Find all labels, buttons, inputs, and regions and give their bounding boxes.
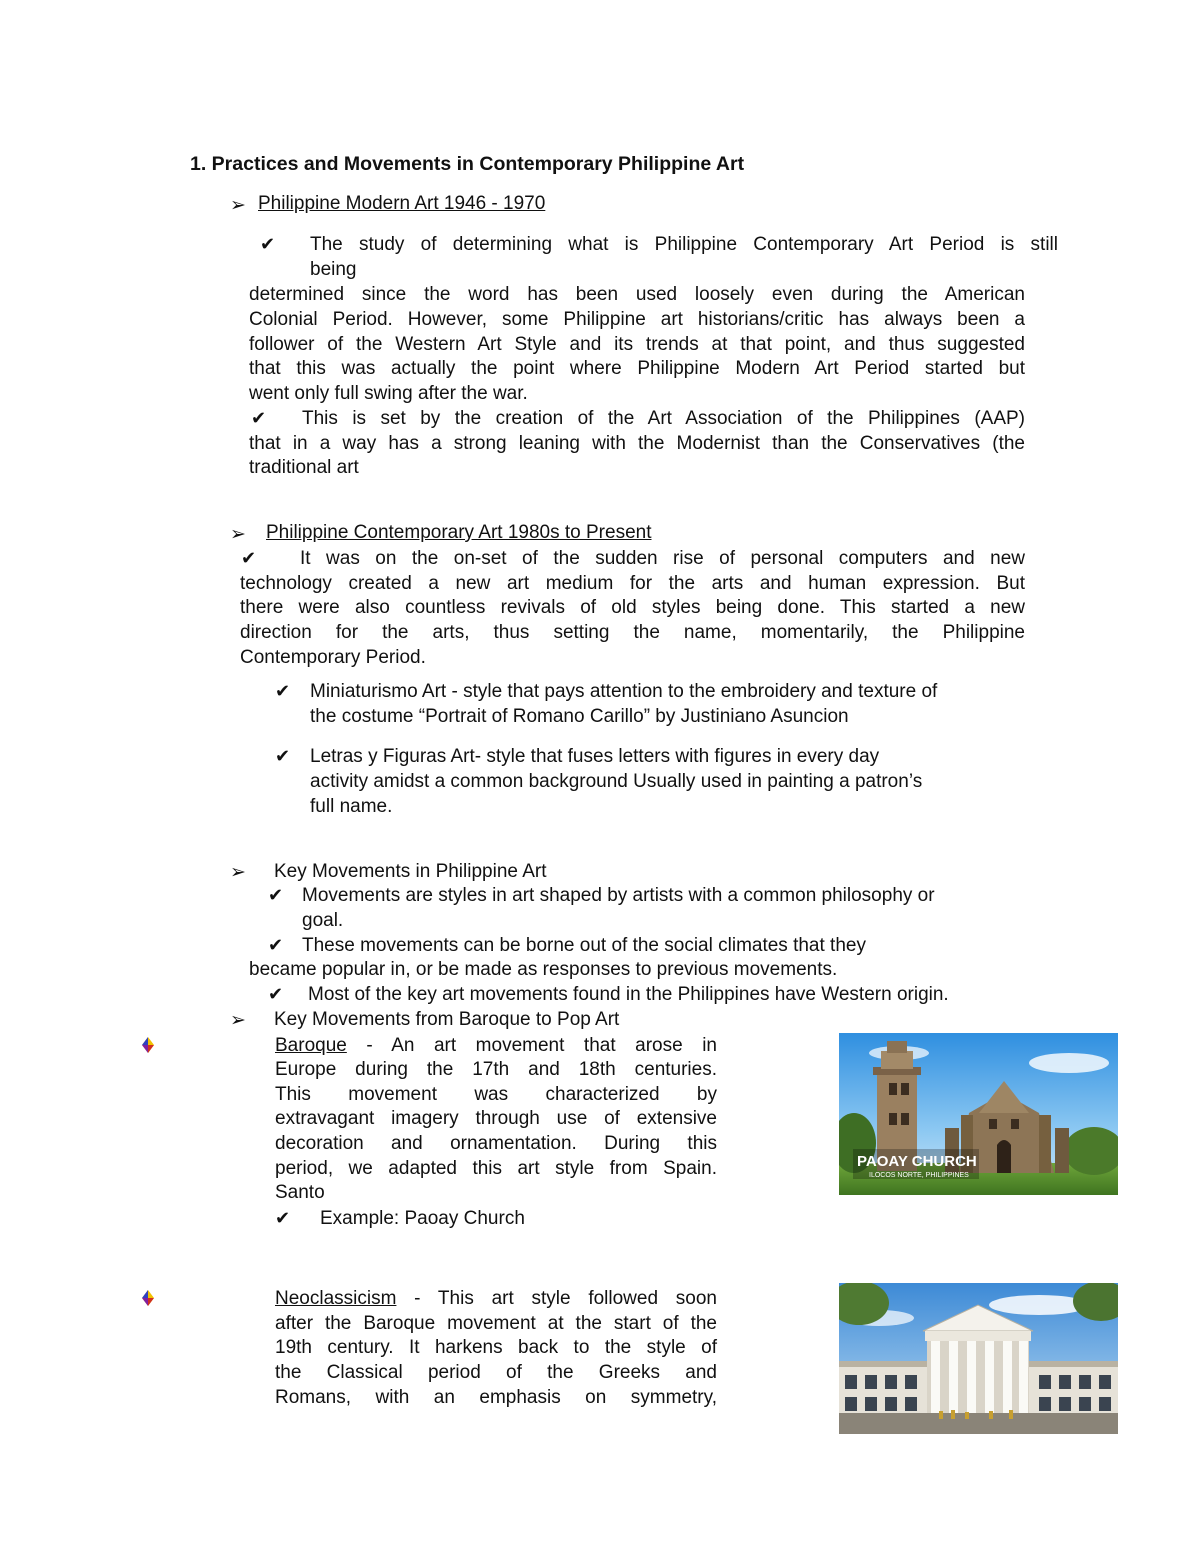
paragraph-line: being [310,259,357,280]
paragraph-line: went only full swing after the war. [249,383,528,404]
paragraph-line: the Classical period of the Greeks and [275,1362,717,1383]
paragraph-line: period, we adapted this art style from Spain. [275,1158,717,1179]
paragraph-line: became popular in, or be made as responses to previous movements. [249,959,838,980]
term-baroque: Baroque [275,1035,347,1056]
paragraph-line: Letras y Figuras Art- style that fuses letters with figures in every day [310,746,880,767]
paragraph-line: This movement was characterized by [275,1084,717,1105]
paragraph-line: Baroque - An art movement that arose in [275,1035,717,1056]
paragraph-line: Santo [275,1182,325,1203]
paragraph-line: Movements are styles in art shaped by artists with a common philosophy or [302,885,935,906]
paragraph-line: activity amidst a common background Usually used in painting a patron’s [310,771,923,792]
checkmark-icon: ✔ [241,548,257,569]
page-title: 1. Practices and Movements in Contemporary Philippine Art [190,153,745,175]
paragraph-line: These movements can be borne out of the social climates that they [302,935,866,956]
checkmark-icon: ✔ [275,746,291,767]
diamond-bullet-icon [141,1290,155,1306]
paragraph-line: direction for the arts, thus setting the name, momentarily, the Philippine [240,622,1025,643]
section-heading-key: Key Movements in Philippine Art [274,861,547,882]
section-heading-baroque-pop: Key Movements from Baroque to Pop Art [274,1009,620,1030]
section-heading-modern: Philippine Modern Art 1946 - 1970 [258,193,546,214]
paragraph-line: full name. [310,796,393,817]
paragraph-line: extravagant imagery through use of extensive [275,1108,717,1129]
paragraph-line: the costume “Portrait of Romano Carillo” by Justiniano Asuncion [310,706,849,727]
paragraph-line: follower of the Western Art Style and its trends at that point, and thus suggested [249,334,1025,355]
paragraph-line: decoration and ornamentation. During this [275,1133,717,1154]
paragraph-line: Most of the key art movements found in the Philippines have Western origin. [308,984,949,1005]
paragraph-line: This is set by the creation of the Art Association of the Philippines (AAP) [302,408,1025,429]
paragraph-line: that in a way has a strong leaning with the Modernist than the Conservatives (the [249,433,1025,454]
paragraph-line: that this was actually the point where Philippine Modern Art Period started but [249,358,1025,379]
paragraph-line: Neoclassicism - This art style followed soon [275,1288,717,1309]
checkmark-icon: ✔ [275,1208,291,1229]
paragraph-line: 19th century. It harkens back to the style of [275,1337,717,1358]
paragraph-line: Example: Paoay Church [320,1208,525,1229]
image-subcaption: ILOCOS NORTE, PHILIPPINES [869,1172,969,1179]
paragraph-line: traditional art [249,457,359,478]
image-caption: PAOAY CHURCH [857,1153,977,1170]
paragraph-line: Contemporary Period. [240,647,426,668]
paragraph-line: goal. [302,910,344,931]
arrow-bullet-icon: ➢ [230,861,246,883]
paragraph-line: technology created a new art medium for the arts and human expression. But [240,573,1025,594]
checkmark-icon: ✔ [268,885,284,906]
paragraph-line: after the Baroque movement at the start of the [275,1313,717,1334]
arrow-bullet-icon: ➢ [230,1009,246,1031]
arrow-bullet-icon: ➢ [230,523,246,545]
paragraph-line: Colonial Period. However, some Philippine art historians/critic has always been a [249,309,1025,330]
term-neoclassicism: Neoclassicism [275,1288,397,1309]
section-heading-contemporary: Philippine Contemporary Art 1980s to Present [266,522,652,543]
paoay-church-image [839,1033,1118,1195]
paragraph-line: Europe during the 17th and 18th centuries. [275,1059,717,1080]
paragraph-line: determined since the word has been used loosely even during the American [249,284,1025,305]
paragraph-line: Miniaturismo Art - style that pays attention to the embroidery and texture of [310,681,938,702]
checkmark-icon: ✔ [268,984,284,1005]
paragraph-line: The study of determining what is Philippine Contemporary Art Period is still [310,234,1058,255]
checkmark-icon: ✔ [275,681,291,702]
paragraph-line: there were also countless revivals of old styles being done. This started a new [240,597,1025,618]
paragraph-line: It was on the on-set of the sudden rise of personal computers and new [300,548,1025,569]
arrow-bullet-icon: ➢ [230,194,246,216]
checkmark-icon: ✔ [268,935,284,956]
checkmark-icon: ✔ [260,234,276,255]
neoclassical-building-image [839,1283,1118,1434]
checkmark-icon: ✔ [251,408,267,429]
paragraph-line: Romans, with an emphasis on symmetry, [275,1387,717,1408]
diamond-bullet-icon [141,1037,155,1053]
